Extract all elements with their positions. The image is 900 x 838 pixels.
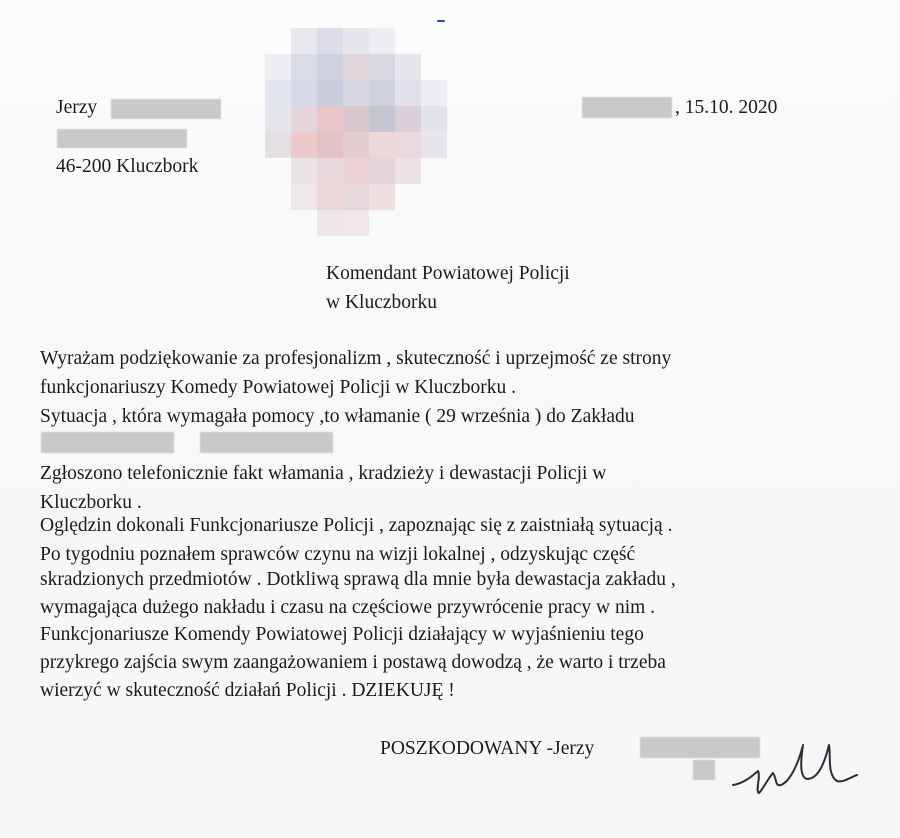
recipient-line-1: Komendant Powiatowej Policji — [326, 263, 570, 284]
body-line-13: wierzyć w skuteczność działań Policji . DZIEKUJĘ ! — [40, 680, 455, 701]
redacted-company-name — [41, 432, 174, 453]
redacted-signature-extra — [693, 760, 715, 780]
body-line-5: Zgłoszono telefonicznie fakt włamania , kradzieży i dewastacji Policji w — [40, 463, 607, 484]
body-line-12: przykrego zajścia swym zaangażowaniem i postawą dowodzą , że warto i trzeba — [40, 652, 666, 673]
signature-label: POSZKODOWANY -Jerzy — [380, 738, 595, 759]
body-line-1: Wyrażam podziękowanie za profesjonalizm , skuteczność i uprzejmość ze strony — [40, 348, 672, 369]
handwritten-signature — [725, 725, 865, 800]
redacted-place — [582, 97, 672, 118]
body-line-11: Funkcjonariusze Komendy Powiatowej Policji działający w wyjaśnieniu tego — [40, 624, 644, 645]
letter-date: , 15.10. 2020 — [675, 97, 778, 118]
recipient-line-2: w Kluczborku — [326, 292, 438, 313]
redacted-surname — [111, 99, 221, 119]
body-line-6: Kluczborku . — [40, 492, 142, 513]
body-line-3: Sytuacja , która wymagała pomocy ,to włamanie ( 29 września ) do Zakładu — [40, 406, 635, 427]
sender-postal-city: 46-200 Kluczbork — [56, 156, 199, 177]
body-line-10: wymagająca dużego nakładu i czasu na częściowe przywrócenie pracy w nim . — [40, 597, 656, 618]
redacted-street — [57, 129, 187, 148]
ink-speck — [437, 20, 445, 22]
body-line-7: Oględzin dokonali Funkcjonariusze Policji , zapoznając się z zaistniałą sytuacją . — [40, 515, 673, 536]
redacted-company-address — [200, 432, 333, 453]
body-line-2: funkcjonariuszy Komedy Powiatowej Policji w Kluczborku . — [40, 377, 517, 398]
body-line-9: skradzionych przedmiotów . Dotkliwą sprawą dla mnie była dewastacja zakładu , — [40, 569, 676, 590]
body-line-8: Po tygodniu poznałem sprawców czynu na wizji lokalnej , odzyskując część — [40, 544, 636, 565]
pixelated-redaction — [265, 28, 465, 243]
sender-name: Jerzy — [56, 97, 98, 118]
